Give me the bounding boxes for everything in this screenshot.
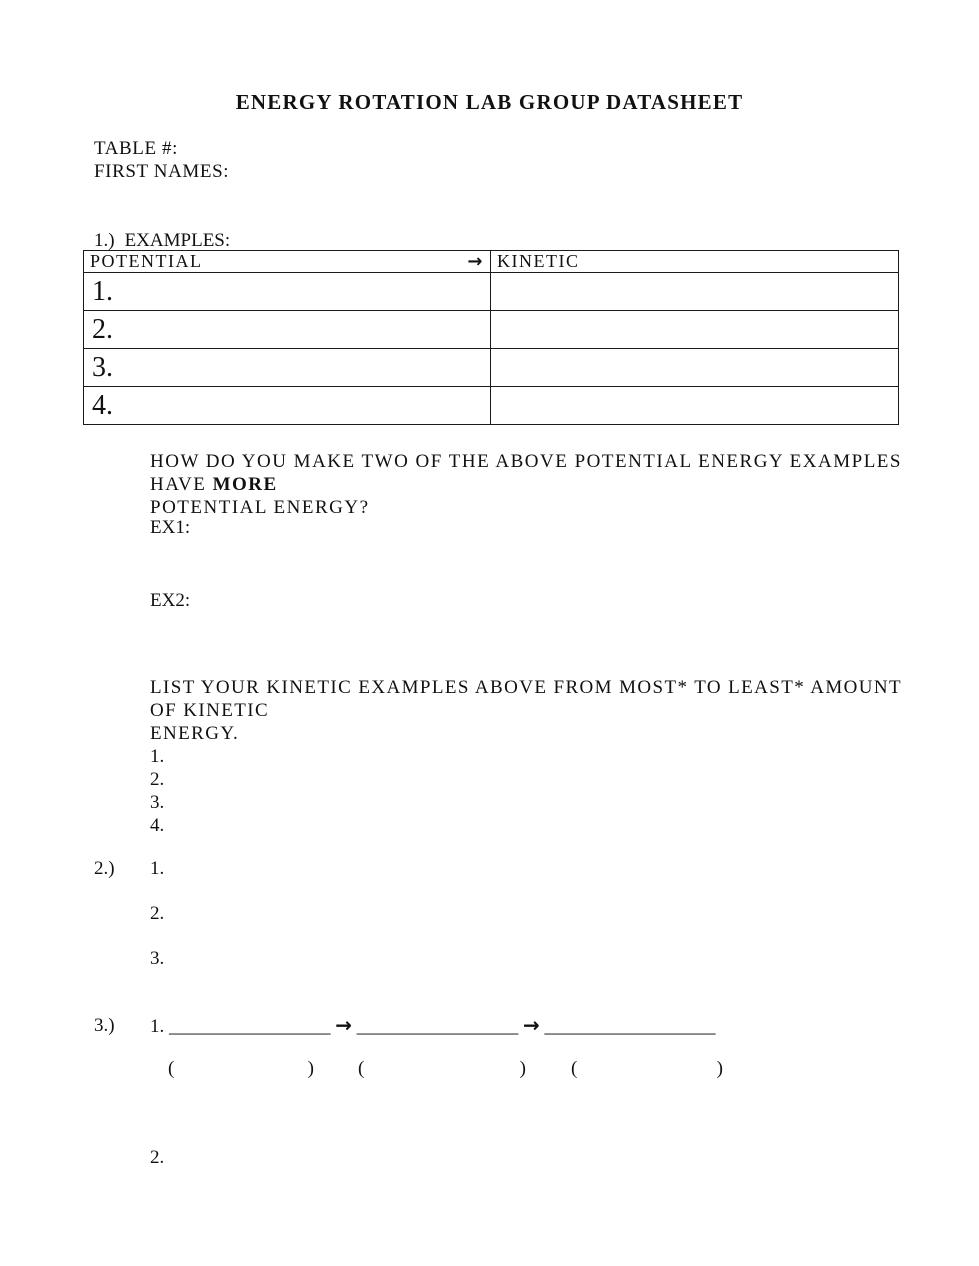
potential-header-label: POTENTIAL bbox=[90, 251, 203, 271]
ex1-label: EX1: bbox=[150, 517, 191, 538]
paren-field-2[interactable] bbox=[358, 1058, 526, 1080]
section2-number: 2.) bbox=[94, 858, 115, 879]
potential-header-cell bbox=[84, 251, 491, 273]
more-energy-question bbox=[150, 450, 910, 519]
rank-prompt-line2: ENERGY. bbox=[150, 723, 240, 744]
ex2-answer-area[interactable] bbox=[200, 589, 800, 639]
right-arrow-icon: → bbox=[467, 251, 484, 272]
first-names-label: FIRST NAMES: bbox=[94, 161, 230, 182]
table-row bbox=[84, 349, 899, 387]
right-arrow-icon: → bbox=[523, 1013, 540, 1037]
potential-cell-2[interactable]: 2. bbox=[84, 311, 491, 349]
section3-item1-label: 1. bbox=[150, 1016, 165, 1037]
table-row bbox=[84, 273, 899, 311]
close-paren: ) bbox=[519, 1058, 526, 1079]
kinetic-header-cell: KINETIC bbox=[491, 251, 899, 273]
energy-type-paren-row bbox=[150, 1058, 790, 1082]
kinetic-rank-block bbox=[150, 676, 930, 837]
question-line1: HOW DO YOU MAKE TWO OF THE ABOVE POTENTIAL ENERGY EXAMPLES HAVE bbox=[150, 451, 902, 495]
potential-cell-3[interactable]: 3. bbox=[84, 349, 491, 387]
table-row bbox=[84, 387, 899, 425]
question-bold-word: MORE bbox=[212, 474, 278, 495]
question-line2: POTENTIAL ENERGY? bbox=[150, 497, 370, 518]
close-paren: ) bbox=[307, 1058, 314, 1079]
section2-item-3[interactable]: 3. bbox=[150, 948, 165, 969]
answer-blank-1[interactable]: _________________ bbox=[169, 1016, 331, 1037]
open-paren: ( bbox=[571, 1058, 578, 1079]
section2-item-1[interactable]: 1. bbox=[150, 858, 165, 879]
rank-item-1[interactable]: 1. bbox=[150, 746, 165, 767]
section3-item2[interactable]: 2. bbox=[150, 1147, 165, 1168]
open-paren: ( bbox=[168, 1058, 175, 1079]
right-arrow-icon: → bbox=[335, 1013, 353, 1037]
potential-cell-4[interactable]: 4. bbox=[84, 387, 491, 425]
rank-item-4[interactable]: 4. bbox=[150, 815, 165, 836]
examples-heading bbox=[94, 229, 230, 252]
section3-chain-line bbox=[150, 1014, 716, 1038]
table-row bbox=[84, 311, 899, 349]
table-header-row bbox=[84, 251, 899, 273]
ex1-answer-area[interactable] bbox=[200, 516, 800, 566]
kinetic-cell-1[interactable] bbox=[491, 273, 899, 311]
kinetic-cell-4[interactable] bbox=[491, 387, 899, 425]
rank-item-3[interactable]: 3. bbox=[150, 792, 165, 813]
page-title: ENERGY ROTATION LAB GROUP DATASHEET bbox=[235, 90, 744, 114]
rank-item-2[interactable]: 2. bbox=[150, 769, 165, 790]
section1-number: 1.) bbox=[94, 230, 115, 251]
paren-field-1[interactable] bbox=[168, 1058, 314, 1080]
examples-label: EXAMPLES: bbox=[124, 230, 231, 251]
kinetic-cell-3[interactable] bbox=[491, 349, 899, 387]
answer-blank-2[interactable]: _________________ bbox=[356, 1016, 519, 1037]
kinetic-cell-2[interactable] bbox=[491, 311, 899, 349]
examples-table bbox=[83, 250, 899, 425]
paren-field-3[interactable] bbox=[571, 1058, 723, 1080]
open-paren: ( bbox=[358, 1058, 365, 1079]
rank-prompt-line1: LIST YOUR KINETIC EXAMPLES ABOVE FROM MOST* TO LEAST* AMOUNT OF KINETIC bbox=[150, 677, 902, 721]
potential-cell-1[interactable]: 1. bbox=[84, 273, 491, 311]
table-number-label: TABLE #: bbox=[94, 138, 179, 159]
ex2-label: EX2: bbox=[150, 590, 191, 611]
answer-blank-3[interactable]: __________________ bbox=[544, 1016, 716, 1037]
section2-item-2[interactable]: 2. bbox=[150, 903, 165, 924]
section3-number: 3.) bbox=[94, 1015, 115, 1036]
close-paren: ) bbox=[716, 1058, 723, 1079]
